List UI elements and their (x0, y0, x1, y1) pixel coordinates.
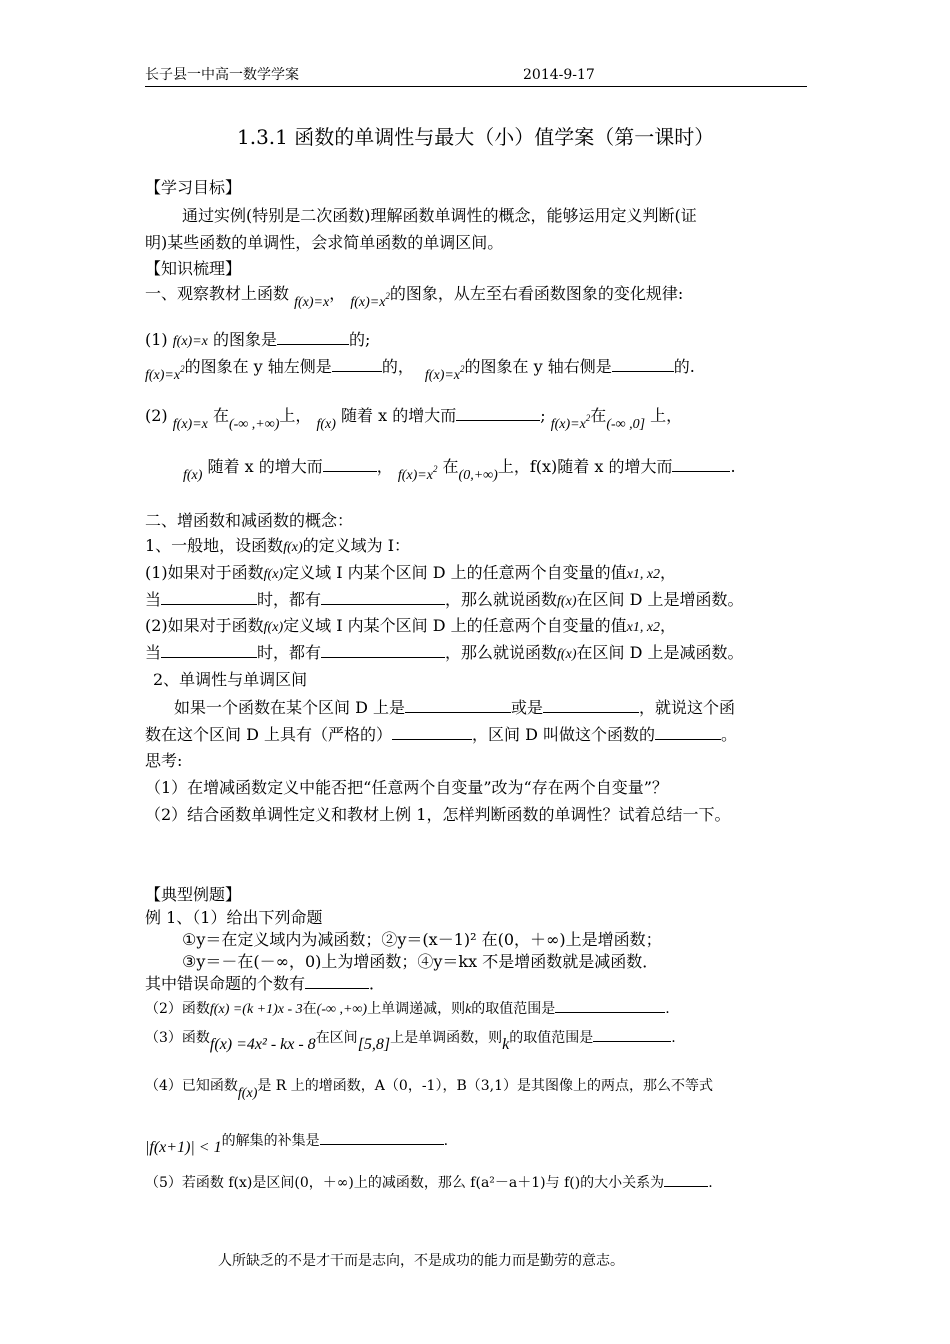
e3-text-c: 上是单调函数，则 (390, 1030, 503, 1046)
decreasing-def-line-2 (145, 642, 744, 666)
p1-line-2 (145, 356, 695, 383)
goals-line-2: 明)某些函数的单调性，会求简单函数的单调区间。 (145, 233, 504, 252)
e5-text: （5）若函数 f(x)是区间(0，＋∞)上的减函数，那么 f(a²－a＋1)与 f()的大小关系为 (145, 1175, 665, 1191)
p2-text-sui: 随着 x 的增大而 (207, 457, 323, 476)
word-zai: 在 (212, 406, 229, 425)
inc-text-b: 定义域 I 内某个区间 D 上的任意两个自变量的值 (283, 563, 627, 582)
increasing-def-line-1 (145, 562, 676, 586)
part1-text-b: 的图象，从左至右看函数图象的变化规律: (389, 284, 684, 303)
formula-fx: f(x) (263, 567, 284, 582)
p1-line-1 (145, 329, 370, 353)
variables-x1-x2: x1, x2 (626, 567, 661, 582)
when-text: 当 (145, 643, 162, 662)
page-title: 1.3.1 函数的单调性与最大（小）值学案（第一课时） (237, 125, 715, 149)
shi-text: 时，都有 (257, 643, 322, 662)
header-school: 长子县一中高一数学学案 (145, 67, 299, 83)
e2-k: k (465, 1002, 472, 1017)
example-1-items-2: ③y＝－在(－∞，0)上为增函数；④y＝kx 不是增函数就是减函数． (182, 952, 659, 971)
formula-fx: f(x) (316, 417, 336, 432)
exponent: 2 (385, 291, 390, 301)
formula-text: f(x)=x (550, 417, 586, 432)
e4-text-c: 的解集的补集是 (221, 1133, 320, 1149)
period: . (671, 1030, 676, 1046)
mono-text-e: ，区间 D 叫做这个函数的 (472, 725, 656, 744)
formula-fx: f(x) (283, 540, 303, 555)
p1-text-a: 的图象是 (212, 330, 277, 349)
comma: ， (376, 457, 393, 476)
formula-f-x-eq-x2 (550, 413, 591, 432)
formula-fx: f(x) (237, 1086, 258, 1101)
p2-text-shang2: 上，f(x)随着 x 的增大而 (497, 457, 673, 476)
exponent: 2 (585, 413, 591, 423)
example-1-question (145, 973, 385, 995)
e4-text-b: 是 R 上的增函数，A（0，-1），B（3,1）是其图像上的两点，那么不等式 (257, 1078, 714, 1094)
e2-text-d: 的取值范围是 (471, 1001, 556, 1017)
example-4-line-2 (145, 1130, 449, 1156)
answer-blank[interactable] (655, 725, 721, 740)
formula-text: f(x)=x (145, 368, 181, 383)
formula-f-x-eq-x: f(x)=x (172, 334, 208, 349)
inc-text-c: ， (660, 616, 677, 635)
period: . (443, 1133, 449, 1149)
example-1-heading: 例 1、（1）给出下列命题 (145, 908, 323, 927)
inc-text-c: ， (660, 563, 677, 582)
period: . (665, 1001, 670, 1017)
exponent: 2 (432, 464, 438, 474)
inc-text-a: (1)如果对于函数 (145, 563, 264, 582)
p1-text-d: 的， (381, 357, 414, 376)
e2-formula: f(x) =(k +1)x - 3 (209, 1002, 303, 1017)
p1-text-e: 的图象在 y 轴右侧是 (464, 357, 612, 376)
answer-blank[interactable] (277, 330, 349, 345)
answer-blank[interactable] (161, 590, 257, 605)
example-4-line-1 (145, 1075, 714, 1101)
e1-ask-text: 其中错误命题的个数有 (145, 974, 306, 993)
interval-all-reals: (-∞ ,+∞) (228, 417, 280, 432)
formula-f-x-eq-x2 (145, 364, 185, 383)
comma: ， (329, 284, 346, 303)
example-5 (145, 1172, 713, 1194)
concepts-line-1 (145, 535, 410, 559)
e2-interval: (-∞ ,+∞) (316, 1002, 368, 1017)
variables-x1-x2: x1, x2 (626, 620, 661, 635)
answer-blank[interactable] (392, 725, 472, 740)
answer-blank[interactable] (323, 457, 377, 472)
formula-text: f(x)=x (424, 368, 461, 383)
header-date: 2014-9-17 (523, 67, 595, 83)
answer-blank[interactable] (305, 974, 369, 989)
when-text: 当 (145, 590, 162, 609)
then-text: ，那么就说函数 (445, 643, 558, 662)
answer-blank[interactable] (321, 590, 445, 605)
monotonic-line-1 (174, 697, 735, 719)
period: . (730, 457, 736, 476)
part1-text-a: 一、观察教材上函数 (145, 284, 290, 303)
word-shang: 上， (650, 406, 683, 425)
word-shang: 上， (279, 406, 312, 425)
exponent: 2 (460, 364, 465, 374)
mono-text-f: 。 (721, 725, 738, 744)
e2-text-a: （2）函数 (145, 1001, 210, 1017)
exponent: 2 (180, 364, 185, 374)
e4-text-a: （4）已知函数 (145, 1078, 238, 1094)
p2-line-2 (183, 456, 736, 483)
concept-text-a: 1、一般地，设函数 (145, 536, 284, 555)
then-increasing: 在区间 D 上是增函数。 (576, 590, 744, 609)
inc-text-b: 定义域 I 内某个区间 D 上的任意两个自变量的值 (283, 616, 627, 635)
knowledge-heading: 【知识梳理】 (145, 259, 242, 278)
e1-end: ． (369, 974, 386, 993)
formula-f-x-eq-x2 (350, 291, 390, 310)
header-rule (145, 86, 807, 87)
answer-blank[interactable] (555, 998, 665, 1013)
answer-blank[interactable] (320, 1130, 444, 1145)
knowledge-part1 (145, 283, 684, 310)
formula-text: f(x)=x (350, 295, 386, 310)
interval-negative: (-∞ ,0] (606, 417, 646, 432)
monotonic-line-2 (145, 724, 737, 746)
answer-blank[interactable] (332, 357, 382, 372)
answer-blank[interactable] (672, 457, 730, 472)
p2-number: (2) (145, 406, 168, 425)
then-text: ，那么就说函数 (445, 590, 558, 609)
concept-text-b: 的定义域为 I： (302, 536, 411, 555)
example-3 (145, 1027, 676, 1053)
example-1-items-1: ①y＝在定义域内为减函数；②y＝(x－1)² 在(0，＋∞)上是增函数； (182, 930, 662, 949)
word-zai: 在 (442, 457, 459, 476)
formula-fx: f(x) (263, 620, 284, 635)
e3-text-b: 在区间 (315, 1030, 358, 1046)
answer-blank[interactable] (543, 698, 639, 713)
formula-f-x-eq-x: f(x)=x (294, 295, 330, 310)
p2-line-1 (145, 405, 683, 432)
e3-formula: f(x) =4x² - kx - 8 (209, 1036, 316, 1053)
e3-text-a: （3）函数 (145, 1030, 210, 1046)
e3-interval: [5,8] (357, 1036, 391, 1053)
formula-text: f(x)=x (397, 468, 433, 483)
think-question-1: （1）在增减函数定义中能否把“任意两个自变量”改为“存在两个自变量”？ (145, 778, 668, 797)
word-zai: 在 (590, 406, 607, 425)
e3-k: k (502, 1036, 510, 1053)
concepts-heading: 二、增函数和减函数的概念： (145, 511, 354, 530)
formula-f-x-eq-x2 (397, 464, 438, 483)
semicolon: ; (540, 406, 546, 425)
period: . (708, 1175, 713, 1191)
p1-text-b: 的; (348, 330, 371, 349)
e2-text-b: 在 (302, 1001, 317, 1017)
dec-text-a: (2)如果对于函数 (145, 616, 264, 635)
examples-heading: 【典型例题】 (145, 885, 242, 904)
goals-line-1: 通过实例(特别是二次函数)理解函数单调性的概念，能够运用定义判断(证 (182, 206, 697, 225)
e3-text-d: 的取值范围是 (509, 1030, 594, 1046)
formula-fx: f(x) (557, 594, 577, 609)
shi-text: 时，都有 (257, 590, 322, 609)
mono-text-c: ，就说这个函 (639, 698, 736, 717)
e2-text-c: 上单调递减，则 (367, 1001, 466, 1017)
think-label: 思考: (145, 751, 183, 770)
p1-text-f: 的. (673, 357, 695, 376)
footer-motto: 人所缺乏的不是才干而是志向，不是成功的能力而是勤劳的意志。 (218, 1253, 624, 1269)
answer-blank[interactable] (664, 1172, 708, 1187)
answer-blank[interactable] (612, 357, 674, 372)
formula-fx: f(x) (557, 647, 577, 662)
answer-blank[interactable] (161, 643, 257, 658)
decreasing-def-line-1 (145, 615, 676, 639)
example-2 (145, 998, 670, 1021)
interval-positive: (0,+∞) (458, 468, 498, 483)
formula-f-x-eq-x2 (424, 364, 465, 383)
answer-blank[interactable] (405, 698, 511, 713)
p2-text-sui: 随着 x 的增大而 (341, 406, 457, 425)
p1-number: (1) (145, 330, 168, 349)
p1-text-c: 的图象在 y 轴左侧是 (184, 357, 332, 376)
formula-f-x-eq-x: f(x)=x (172, 417, 208, 432)
answer-blank[interactable] (456, 406, 540, 421)
answer-blank[interactable] (321, 643, 445, 658)
e4-inequality: |f(x+1)| < 1 (145, 1139, 222, 1156)
monotonic-heading: 2、单调性与单调区间 (153, 670, 308, 689)
mono-text-b: 或是 (511, 698, 544, 717)
formula-fx: f(x) (183, 468, 203, 483)
mono-text-a: 如果一个函数在某个区间 D 上是 (174, 698, 406, 717)
mono-text-d: 数在这个区间 D 上具有（严格的） (145, 725, 393, 744)
answer-blank[interactable] (593, 1027, 671, 1042)
then-decreasing: 在区间 D 上是减函数。 (576, 643, 744, 662)
increasing-def-line-2 (145, 589, 744, 613)
goals-heading: 【学习目标】 (145, 178, 242, 197)
think-question-2: （2）结合函数单调性定义和教材上例 1，怎样判断函数的单调性？试着总结一下。 (145, 805, 731, 824)
